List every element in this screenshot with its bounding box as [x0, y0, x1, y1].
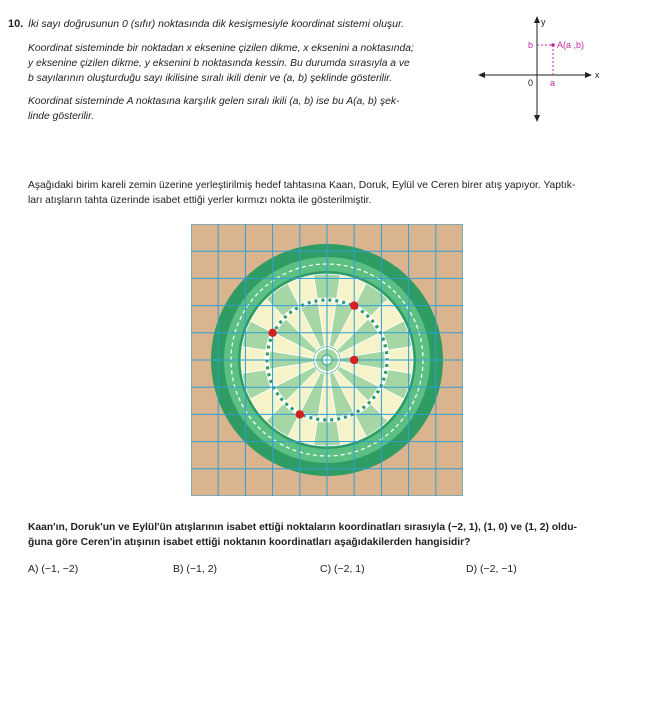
intro-text: İki sayı doğrusunun 0 (sıfır) noktasında dik kesişmesiyle koordinat sistemi oluşur. — [28, 18, 405, 30]
option-d[interactable]: D) (−2, −1) — [466, 563, 517, 575]
coordinate-axes-diagram — [470, 14, 620, 126]
hit-point — [296, 410, 304, 418]
scenario-line-1: Aşağıdaki birim kareli zemin üzerine yerleştirilmiş hedef tahtasına Kaan, Doruk, Eylül ve Ceren birer atış yapıyor. Yaptık- — [28, 180, 576, 191]
definition-paragraph — [28, 41, 448, 86]
hit-point — [268, 329, 276, 337]
dartboard-figure — [191, 224, 463, 496]
definition-line-1: Koordinat sisteminde bir noktadan x eksenine çizilen dikme, x eksenini a noktasında; — [28, 43, 414, 54]
a-label: a — [550, 78, 556, 88]
b-label: b — [528, 40, 534, 50]
point-a — [551, 43, 555, 47]
option-a[interactable]: A) (−1, −2) — [28, 563, 79, 575]
y-axis-arrow-bottom — [534, 115, 540, 122]
notation-line-2: linde gösterilir. — [28, 111, 95, 122]
definition-line-2: y eksenine çizilen dikme, y eksenini b noktasında kessin. Bu durumda sırasıyla a ve — [28, 58, 410, 69]
question-number: 10. — [8, 18, 24, 30]
scenario-line-2: ları atışların tahta üzerinde isabet ettiği yerler kırmızı nokta ile gösterilmiştir. — [28, 195, 372, 206]
notation-line-1: Koordinat sisteminde A noktasına karşılık gelen sıralı ikili (a, b) ise bu A(a, b) şek- — [28, 96, 400, 107]
y-label: y — [541, 17, 546, 27]
hit-point — [350, 301, 358, 309]
question-line-1: Kaan'ın, Doruk'un ve Eylül'ün atışlarının isabet ettiği noktaların koordinatları sırasıyla (−2, 1), (1, 0) ve (1, 2) oldu- — [28, 522, 577, 533]
y-axis-arrow — [534, 16, 540, 23]
option-b[interactable]: B) (−1, 2) — [173, 563, 218, 575]
scenario-text — [28, 178, 638, 208]
point-label: A(a ,b) — [557, 40, 585, 50]
x-axis-arrow-left — [478, 72, 485, 78]
x-label: x — [595, 70, 600, 80]
question-line-2: ğuna göre Ceren'in atışının isabet ettiği noktanın koordinatları aşağıdakilerden hangisidir? — [28, 537, 471, 548]
option-c[interactable]: C) (−2, 1) — [320, 563, 365, 575]
question-text — [28, 520, 638, 550]
definition-line-3: b sayılarının oluşturduğu sayı ikilisine sıralı ikili denir ve (a, b) şeklinde gösterilir. — [28, 73, 393, 84]
x-axis-arrow — [585, 72, 592, 78]
origin-label: 0 — [528, 78, 534, 88]
notation-paragraph — [28, 94, 448, 124]
hit-point — [350, 356, 358, 364]
